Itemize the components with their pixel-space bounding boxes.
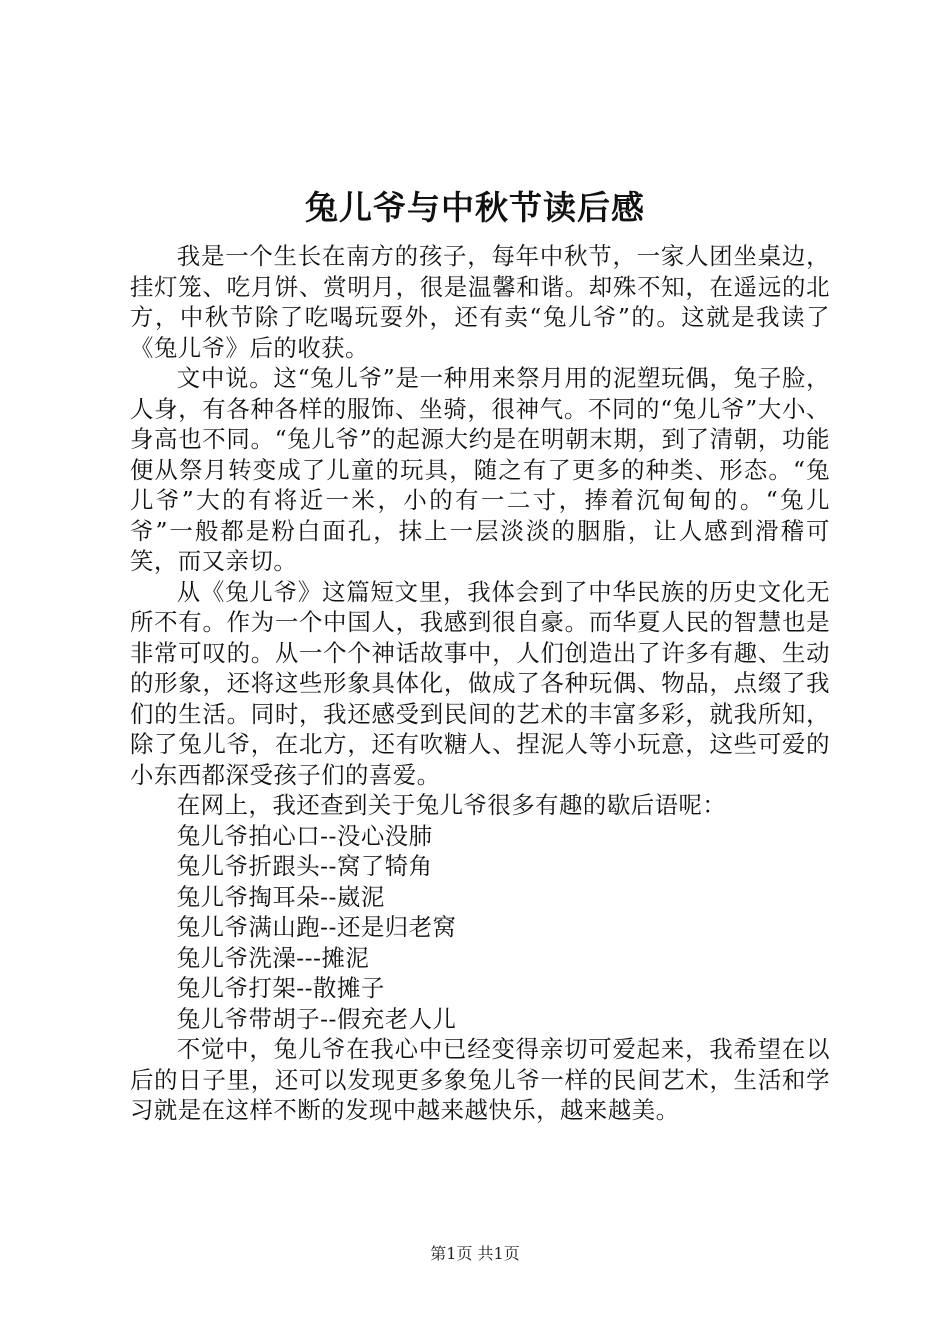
document-body [130,241,830,1126]
proverb-line: 兔儿爷掏耳朵--崴泥 [176,882,385,911]
paragraph-intro: 我是一个生长在南方的孩子，每年中秋节，一家人团坐桌边，挂灯笼、吃月饼、赏明月，很是温馨和谐。却殊不知，在遥远的北方，中秋节除了吃喝玩耍外，还有卖“兔儿爷”的。这就是我读了《兔儿爷》后的收获。 [130,242,830,362]
proverb-line: 兔儿爷洗澡---摊泥 [176,943,370,972]
proverb-line: 兔儿爷带胡子--假充老人儿 [176,1004,457,1033]
proverb-line: 兔儿爷打架--散摊子 [176,974,385,1002]
document-title: 兔儿爷与中秋节读后感 [305,188,645,227]
proverb-line: 兔儿爷折跟头--窝了犄角 [176,852,433,880]
page-footer: 第1页 共1页 [430,1244,520,1263]
proverb-line: 兔儿爷拍心口--没心没肺 [176,821,433,850]
paragraph-proverb-intro: 在网上，我还查到关于兔儿爷很多有趣的歇后语呢： [176,791,727,819]
paragraph-closing: 不觉中，兔儿爷在我心中已经变得亲切可爱起来，我希望在以后的日子里，还可以发现更多象兔儿爷一样的民间艺术，生活和学习就是在这样不断的发现中越来越快乐，越来越美。 [130,1035,830,1124]
proverb-line: 兔儿爷满山跑--还是归老窝 [176,913,457,941]
paragraph-description: 文中说。这“兔儿爷”是一种用来祭月用的泥塑玩偶，兔子脸，人身，有各种各样的服饰、坐骑，很神气。不同的“兔儿爷”大小、身高也不同。“兔儿爷”的起源大约是在明朝末期，到了清朝，功能便从祭月转变成了儿童的玩具，随之有了更多的种类、形态。“兔儿爷”大的有将近一米，小的有一二寸，捧着沉甸甸的。“兔儿爷”一般都是粉白面孔，抹上一层淡淡的胭脂，让人感到滑稽可笑，而又亲切。 [130,364,830,575]
paragraph-reflection: 从《兔儿爷》这篇短文里，我体会到了中华民族的历史文化无所不有。作为一个中国人，我感到很自豪。而华夏人民的智慧也是非常可叹的。从一个个神话故事中，人们创造出了许多有趣、生动的形象，还将这些形象具体化，做成了各种玩偶、物品，点缀了我们的生活。同时，我还感受到民间的艺术的丰富多彩，就我所知，除了兔儿爷，在北方，还有吹糖人、捏泥人等小玩意，这些可爱的小东西都深受孩子们的喜爱。 [130,577,830,789]
